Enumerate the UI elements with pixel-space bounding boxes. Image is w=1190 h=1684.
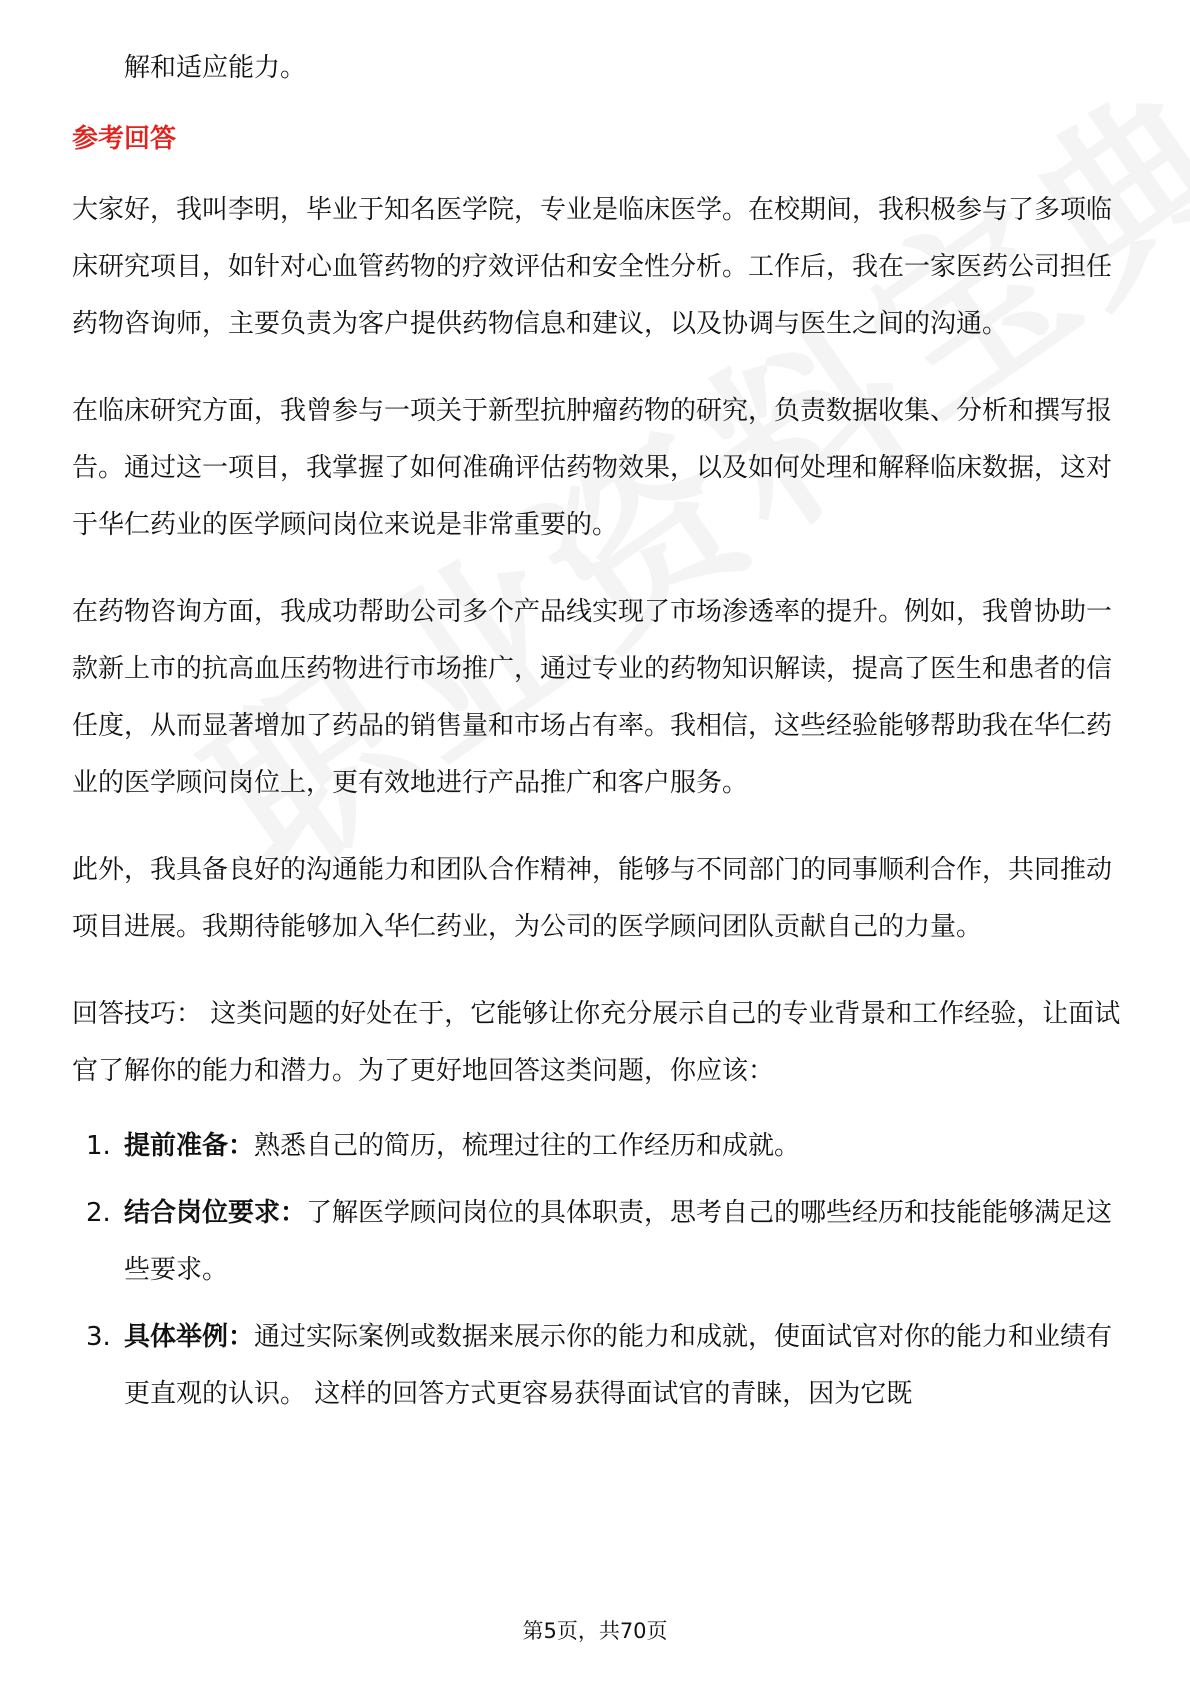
section-heading: 参考回答: [72, 124, 177, 154]
continuation-text: 解和适应能力。: [124, 53, 307, 83]
page-footer: 第5页，共70页: [522, 1619, 668, 1643]
list-item-text: 熟悉自己的简历，梳理过往的工作经历和成就。: [254, 1131, 801, 1161]
list-item-title: 结合岗位要求：: [124, 1198, 307, 1228]
paragraph-tips: 回答技巧： 这类问题的好处在于，它能够让你充分展示自己的专业背景和工作经验，让面试官了解你的能力和潜力。为了更好地回答这类问题，你应该：: [72, 999, 1121, 1086]
list-item-title: 具体举例：: [124, 1322, 255, 1352]
list-number: 2.: [86, 1198, 111, 1228]
tips-list: [72, 1118, 1122, 1423]
list-item: [72, 1309, 1122, 1423]
list-number: 1.: [86, 1131, 111, 1161]
list-number: 3.: [86, 1322, 111, 1352]
paragraph-intro: 大家好，我叫李明，毕业于知名医学院，专业是临床医学。在校期间，我积极参与了多项临床研究项目，如针对心血管药物的疗效评估和安全性分析。工作后，我在一家医药公司担任药物咨询师，主要负责为客户提供药物信息和建议，以及协调与医生之间的沟通。: [72, 195, 1113, 339]
list-item: [72, 1118, 1122, 1175]
paragraph-drug-consulting: 在药物咨询方面，我成功帮助公司多个产品线实现了市场渗透率的提升。例如，我曾协助一款新上市的抗高血压药物进行市场推广，通过专业的药物知识解读，提高了医生和患者的信任度，从而显著增加了药品的销售量和市场占有率。我相信，这些经验能够帮助我在华仁药业的医学顾问岗位上，更有效地进行产品推广和客户服务。: [72, 597, 1113, 798]
list-item: [72, 1185, 1122, 1299]
paragraph-clinical-research: 在临床研究方面，我曾参与一项关于新型抗肿瘤药物的研究，负责数据收集、分析和撰写报告。通过这一项目，我掌握了如何准确评估药物效果，以及如何处理和解释临床数据，这对于华仁药业的医学顾问岗位来说是非常重要的。: [72, 396, 1113, 540]
page-content: [72, 40, 1122, 1423]
list-item-text: 通过实际案例或数据来展示你的能力和成就，使面试官对你的能力和业绩有更直观的认识。 这样的回答方式更容易获得面试官的青睐，因为它既: [124, 1322, 1113, 1409]
list-item-text: 了解医学顾问岗位的具体职责，思考自己的哪些经历和技能能够满足这些要求。: [124, 1198, 1113, 1285]
paragraph-teamwork: 此外，我具备良好的沟通能力和团队合作精神，能够与不同部门的同事顺利合作，共同推动项目进展。我期待能够加入华仁药业，为公司的医学顾问团队贡献自己的力量。: [72, 855, 1113, 942]
list-item-title: 提前准备：: [124, 1131, 255, 1161]
